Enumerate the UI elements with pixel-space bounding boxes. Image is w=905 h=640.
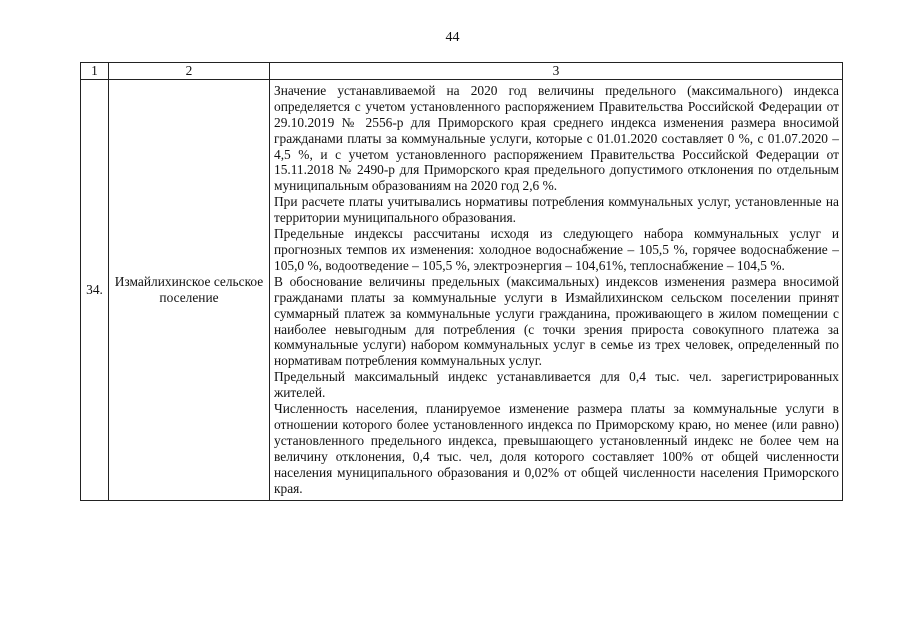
table-header-row — [81, 63, 843, 80]
index-table — [80, 62, 843, 501]
municipality-name: Измайлихинское сельское поселение — [109, 79, 270, 501]
paragraph-justification: В обоснование величины предельных (максимальных) индексов изменения размера вносимой гражданами платы за коммунальные услуги в Измайлихинском сельском поселении принят суммарный платеж за коммунальные услуги гражданина, проживающего в жилом помещении с наиболее невыгодным для потребления (с точки зрения прироста совокупного платежа за коммунальные услуги) набором коммунальных услуг в семье из трех человек, определенный по нормативам потребления коммунальных услуг. — [274, 273, 839, 369]
paragraph-index-basis: Значение устанавливаемой на 2020 год величины предельного (максимального) индекса определяется с учетом установленного распоряжением Правительства Российской Федерации от 29.10.2019 № 2556-р для Приморского края среднего индекса изменения размера вносимой гражданами платы за коммунальные услуги, которые с 01.01.2020 составляет 0 %, с 01.07.2020 – 4,5 %, и с учетом установленного распоряжением Правительства Российской Федерации от 15.11.2018 № 2490-р для Приморского края предельного допустимого отклонения по отдельным муниципальным образованиям на 2020 год 2,6 %. — [274, 82, 839, 194]
paragraph-service-set: Предельные индексы рассчитаны исходя из следующего набора коммунальных услуг и прогнозных темпов их изменения: холодное водоснабжение – 105,5 %, горячее водоснабжение – 105,0 %, водоотведение – 105,5 %, электроэнергия – 104,61%, теплоснабжение – 104,5 %. — [274, 226, 839, 273]
paragraph-consumption-norms: При расчете платы учитывались нормативы потребления коммунальных услуг, установленные на территории муниципального образования. — [274, 194, 839, 226]
page-number: 44 — [445, 30, 460, 45]
description-cell — [270, 79, 843, 501]
table-row — [81, 79, 843, 501]
row-number: 34. — [81, 79, 109, 501]
paragraph-population: Численность населения, планируемое изменение размера платы за коммунальные услуги в отношении которого более установленного индекса по Приморскому краю, но менее (или равно) установленного предельного индекса, превышающего установленный индекс не более чем на величину отклонения, 0,4 тыс. чел, доля которого составляет 100% от общей численности населения муниципального образования и 0,02% от общей численности населения Приморского края. — [274, 401, 839, 496]
header-col-3: 3 — [270, 63, 843, 80]
header-col-1: 1 — [81, 63, 109, 80]
paragraph-max-index: Предельный максимальный индекс устанавливается для 0,4 тыс. чел. зарегистрированных жителей. — [274, 369, 839, 401]
header-col-2: 2 — [109, 63, 270, 80]
